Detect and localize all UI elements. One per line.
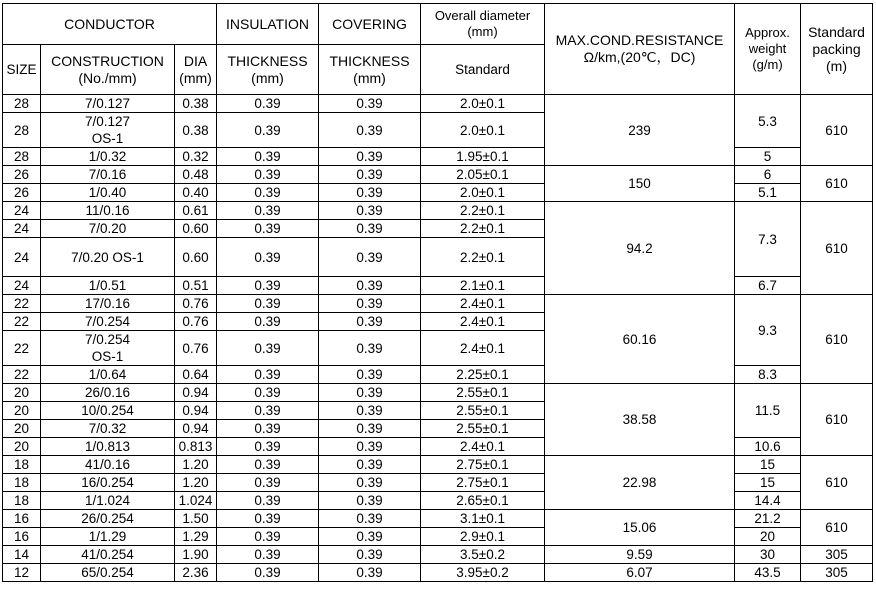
insulation-cell: 0.39	[217, 184, 319, 202]
weight-cell: 7.3	[735, 202, 801, 277]
weight-cell: 14.4	[735, 492, 801, 510]
packing-cell: 305	[801, 546, 873, 564]
packing-cell: 610	[801, 295, 873, 384]
construction-cell: 41/0.254	[41, 546, 175, 564]
weight-cell: 8.3	[735, 366, 801, 384]
size-cell: 28	[3, 95, 41, 113]
overall-diameter-cell: 2.0±0.1	[421, 95, 545, 113]
table-row	[3, 366, 873, 384]
overall-diameter-cell: 3.5±0.2	[421, 546, 545, 564]
size-cell: 24	[3, 238, 41, 277]
covering-cell: 0.39	[319, 166, 421, 184]
covering-cell: 0.39	[319, 456, 421, 474]
resistance-cell: 9.59	[545, 546, 735, 564]
covering-cell: 0.39	[319, 148, 421, 166]
dia-header: DIA (mm)	[175, 45, 217, 95]
weight-cell: 5	[735, 148, 801, 166]
insulation-cell: 0.39	[217, 474, 319, 492]
resistance-cell: 239	[545, 95, 735, 166]
dia-cell: 0.38	[175, 113, 217, 148]
construction-cell: 7/0.127	[41, 95, 175, 113]
overall-diameter-cell: 2.4±0.1	[421, 331, 545, 366]
size-cell: 20	[3, 384, 41, 402]
standard-packing-header: Standard packing (m)	[801, 4, 873, 95]
resistance-cell: 60.16	[545, 295, 735, 384]
insulation-cell: 0.39	[217, 366, 319, 384]
dia-cell: 0.94	[175, 420, 217, 438]
dia-cell: 1.024	[175, 492, 217, 510]
covering-cell: 0.39	[319, 184, 421, 202]
overall-diameter-cell: 2.75±0.1	[421, 474, 545, 492]
packing-cell: 610	[801, 456, 873, 510]
resistance-cell: 22.98	[545, 456, 735, 510]
dia-cell: 1.50	[175, 510, 217, 528]
weight-cell: 11.5	[735, 384, 801, 438]
covering-thickness-header: THICKNESS (mm)	[319, 45, 421, 95]
covering-cell: 0.39	[319, 564, 421, 582]
insulation-cell: 0.39	[217, 438, 319, 456]
construction-cell: 16/0.254	[41, 474, 175, 492]
size-cell: 24	[3, 277, 41, 295]
weight-cell: 21.2	[735, 510, 801, 528]
dia-cell: 0.51	[175, 277, 217, 295]
covering-cell: 0.39	[319, 95, 421, 113]
dia-cell: 0.61	[175, 202, 217, 220]
insulation-cell: 0.39	[217, 113, 319, 148]
resistance-cell: 150	[545, 166, 735, 202]
table-row	[3, 492, 873, 510]
construction-cell: 1/0.813	[41, 438, 175, 456]
wire-spec-table	[2, 3, 873, 582]
covering-cell: 0.39	[319, 510, 421, 528]
weight-cell: 10.6	[735, 438, 801, 456]
size-cell: 18	[3, 474, 41, 492]
packing-cell: 305	[801, 564, 873, 582]
covering-cell: 0.39	[319, 546, 421, 564]
dia-cell: 0.94	[175, 384, 217, 402]
dia-cell: 0.32	[175, 148, 217, 166]
size-cell: 18	[3, 492, 41, 510]
construction-cell: 7/0.254	[41, 313, 175, 331]
insulation-cell: 0.39	[217, 166, 319, 184]
construction-cell: 41/0.16	[41, 456, 175, 474]
size-cell: 16	[3, 528, 41, 546]
overall-diameter-cell: 3.1±0.1	[421, 510, 545, 528]
size-cell: 20	[3, 438, 41, 456]
covering-cell: 0.39	[319, 438, 421, 456]
overall-diameter-cell: 2.4±0.1	[421, 438, 545, 456]
covering-cell: 0.39	[319, 113, 421, 148]
construction-cell: 11/0.16	[41, 202, 175, 220]
dia-cell: 0.76	[175, 295, 217, 313]
insulation-cell: 0.39	[217, 492, 319, 510]
dia-cell: 0.60	[175, 238, 217, 277]
packing-cell: 610	[801, 95, 873, 166]
dia-cell: 0.76	[175, 331, 217, 366]
resistance-cell: 38.58	[545, 384, 735, 456]
weight-cell: 6	[735, 166, 801, 184]
conductor-header: CONDUCTOR	[3, 4, 217, 45]
overall-diameter-cell: 2.25±0.1	[421, 366, 545, 384]
overall-diameter-cell: 2.65±0.1	[421, 492, 545, 510]
packing-cell: 610	[801, 166, 873, 202]
overall-diameter-cell: 2.0±0.1	[421, 184, 545, 202]
insulation-cell: 0.39	[217, 220, 319, 238]
weight-cell: 15	[735, 456, 801, 474]
insulation-cell: 0.39	[217, 148, 319, 166]
weight-cell: 43.5	[735, 564, 801, 582]
construction-cell: 7/0.16	[41, 166, 175, 184]
construction-cell: 17/0.16	[41, 295, 175, 313]
table-row	[3, 456, 873, 474]
dia-cell: 1.20	[175, 474, 217, 492]
covering-cell: 0.39	[319, 238, 421, 277]
insulation-cell: 0.39	[217, 295, 319, 313]
weight-cell: 5.1	[735, 184, 801, 202]
size-cell: 16	[3, 510, 41, 528]
size-cell: 18	[3, 456, 41, 474]
resistance-cell: 15.06	[545, 510, 735, 546]
table-row	[3, 202, 873, 220]
insulation-header: INSULATION	[217, 4, 319, 45]
size-cell: 14	[3, 546, 41, 564]
resistance-cell: 6.07	[545, 564, 735, 582]
construction-cell: 10/0.254	[41, 402, 175, 420]
dia-cell: 0.813	[175, 438, 217, 456]
covering-cell: 0.39	[319, 331, 421, 366]
overall-diameter-cell: 2.4±0.1	[421, 313, 545, 331]
approx-weight-header: Approx. weight (g/m)	[735, 4, 801, 95]
insulation-cell: 0.39	[217, 277, 319, 295]
dia-cell: 0.94	[175, 402, 217, 420]
overall-diameter-header: Overall diameter (mm)	[421, 4, 545, 45]
table-row	[3, 184, 873, 202]
weight-cell: 30	[735, 546, 801, 564]
table-row	[3, 510, 873, 528]
standard-header: Standard	[421, 45, 545, 95]
weight-cell: 5.3	[735, 95, 801, 148]
construction-cell: 65/0.254	[41, 564, 175, 582]
overall-diameter-cell: 2.4±0.1	[421, 295, 545, 313]
covering-cell: 0.39	[319, 366, 421, 384]
dia-cell: 0.76	[175, 313, 217, 331]
insulation-cell: 0.39	[217, 384, 319, 402]
size-cell: 12	[3, 564, 41, 582]
construction-cell: 1/0.64	[41, 366, 175, 384]
overall-diameter-cell: 2.05±0.1	[421, 166, 545, 184]
dia-cell: 0.64	[175, 366, 217, 384]
construction-cell: 1/1.29	[41, 528, 175, 546]
covering-cell: 0.39	[319, 313, 421, 331]
size-cell: 22	[3, 331, 41, 366]
overall-diameter-cell: 2.2±0.1	[421, 220, 545, 238]
weight-cell: 6.7	[735, 277, 801, 295]
insulation-cell: 0.39	[217, 202, 319, 220]
dia-cell: 2.36	[175, 564, 217, 582]
weight-cell: 20	[735, 528, 801, 546]
construction-header: CONSTRUCTION (No./mm)	[41, 45, 175, 95]
overall-diameter-cell: 2.55±0.1	[421, 402, 545, 420]
covering-cell: 0.39	[319, 295, 421, 313]
table-row	[3, 438, 873, 456]
table-row	[3, 295, 873, 313]
packing-cell: 610	[801, 510, 873, 546]
max-resistance-header: MAX.COND.RESISTANCE Ω/km,(20℃，DC)	[545, 4, 735, 95]
overall-diameter-cell: 3.95±0.2	[421, 564, 545, 582]
insulation-cell: 0.39	[217, 313, 319, 331]
table-row	[3, 277, 873, 295]
overall-diameter-cell: 2.0±0.1	[421, 113, 545, 148]
size-cell: 20	[3, 402, 41, 420]
construction-cell: 1/0.32	[41, 148, 175, 166]
size-cell: 22	[3, 313, 41, 331]
table-row	[3, 528, 873, 546]
insulation-cell: 0.39	[217, 528, 319, 546]
overall-diameter-cell: 2.2±0.1	[421, 238, 545, 277]
insulation-cell: 0.39	[217, 546, 319, 564]
table-row	[3, 546, 873, 564]
insulation-cell: 0.39	[217, 510, 319, 528]
overall-diameter-cell: 2.1±0.1	[421, 277, 545, 295]
table-row	[3, 148, 873, 166]
covering-cell: 0.39	[319, 492, 421, 510]
overall-diameter-cell: 1.95±0.1	[421, 148, 545, 166]
packing-cell: 610	[801, 384, 873, 456]
construction-cell: 1/1.024	[41, 492, 175, 510]
construction-cell: 26/0.16	[41, 384, 175, 402]
covering-cell: 0.39	[319, 277, 421, 295]
table-row	[3, 166, 873, 184]
dia-cell: 1.29	[175, 528, 217, 546]
overall-diameter-cell: 2.9±0.1	[421, 528, 545, 546]
covering-cell: 0.39	[319, 474, 421, 492]
size-cell: 26	[3, 184, 41, 202]
packing-cell: 610	[801, 202, 873, 295]
size-cell: 28	[3, 148, 41, 166]
dia-cell: 0.38	[175, 95, 217, 113]
construction-cell: 1/0.51	[41, 277, 175, 295]
size-cell: 26	[3, 166, 41, 184]
weight-cell: 9.3	[735, 295, 801, 366]
covering-header: COVERING	[319, 4, 421, 45]
covering-cell: 0.39	[319, 528, 421, 546]
size-cell: 20	[3, 420, 41, 438]
dia-cell: 0.40	[175, 184, 217, 202]
construction-cell: 7/0.254 OS-1	[41, 331, 175, 366]
size-cell: 24	[3, 220, 41, 238]
table-row	[3, 564, 873, 582]
dia-cell: 1.90	[175, 546, 217, 564]
table-row	[3, 95, 873, 113]
covering-cell: 0.39	[319, 420, 421, 438]
insulation-cell: 0.39	[217, 456, 319, 474]
covering-cell: 0.39	[319, 220, 421, 238]
dia-cell: 0.48	[175, 166, 217, 184]
dia-cell: 1.20	[175, 456, 217, 474]
size-cell: 22	[3, 295, 41, 313]
size-cell: 28	[3, 113, 41, 148]
table-row	[3, 384, 873, 402]
resistance-cell: 94.2	[545, 202, 735, 295]
insulation-cell: 0.39	[217, 420, 319, 438]
overall-diameter-cell: 2.75±0.1	[421, 456, 545, 474]
table-row	[3, 474, 873, 492]
insulation-cell: 0.39	[217, 331, 319, 366]
construction-cell: 26/0.254	[41, 510, 175, 528]
insulation-cell: 0.39	[217, 238, 319, 277]
insulation-cell: 0.39	[217, 402, 319, 420]
overall-diameter-cell: 2.55±0.1	[421, 384, 545, 402]
size-cell: 24	[3, 202, 41, 220]
weight-cell: 15	[735, 474, 801, 492]
insulation-cell: 0.39	[217, 95, 319, 113]
covering-cell: 0.39	[319, 402, 421, 420]
construction-cell: 7/0.20 OS-1	[41, 238, 175, 277]
overall-diameter-cell: 2.55±0.1	[421, 420, 545, 438]
size-header: SIZE	[3, 45, 41, 95]
overall-diameter-cell: 2.2±0.1	[421, 202, 545, 220]
construction-cell: 7/0.127 OS-1	[41, 113, 175, 148]
dia-cell: 0.60	[175, 220, 217, 238]
construction-cell: 7/0.32	[41, 420, 175, 438]
construction-cell: 7/0.20	[41, 220, 175, 238]
covering-cell: 0.39	[319, 202, 421, 220]
insulation-cell: 0.39	[217, 564, 319, 582]
insulation-thickness-header: THICKNESS (mm)	[217, 45, 319, 95]
size-cell: 22	[3, 366, 41, 384]
covering-cell: 0.39	[319, 384, 421, 402]
construction-cell: 1/0.40	[41, 184, 175, 202]
